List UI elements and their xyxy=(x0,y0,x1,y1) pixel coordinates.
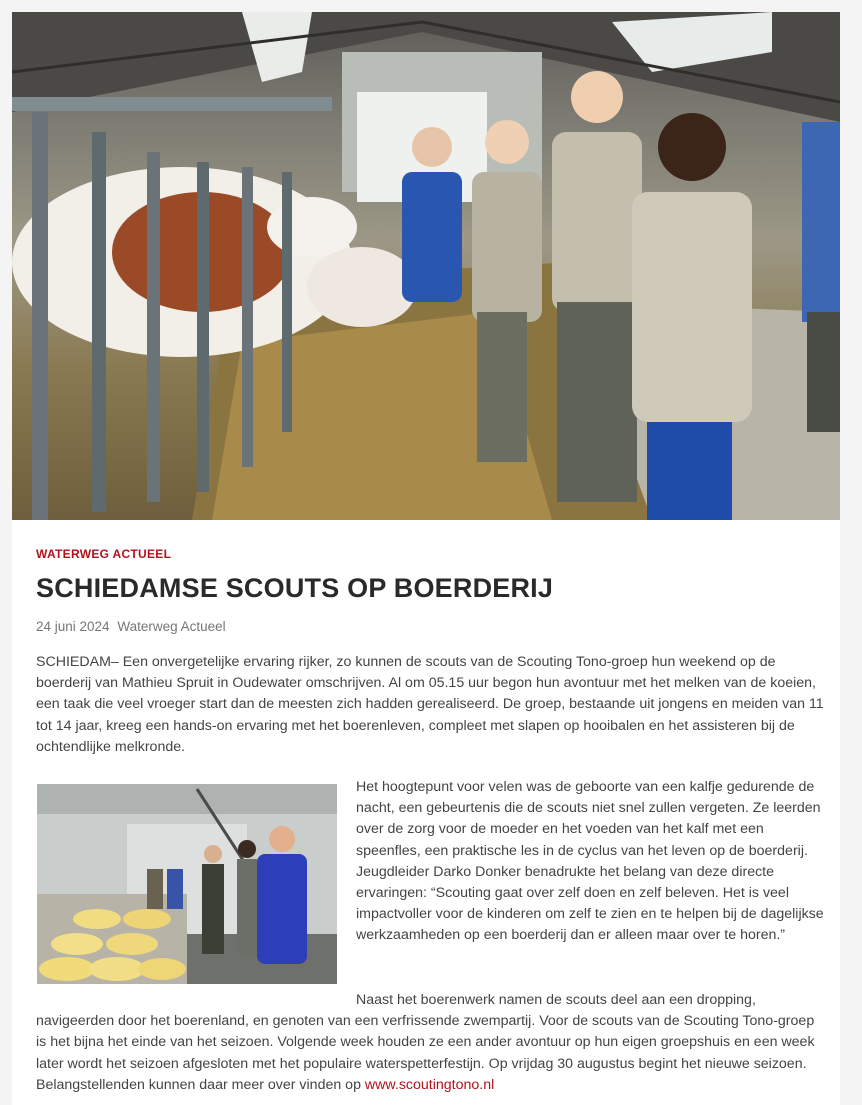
article-date: 24 juni 2024 xyxy=(36,619,110,634)
article-paragraph-1: SCHIEDAM– Een onvergetelijke ervaring rijker, zo kunnen de scouts van de Scouting Tono-groep hun weekend op de boerderij van Mathieu Spruit in Oudewater omschrijven. Al om 05.15 uur begon hun avontuur met het melken van de koeien, een taak die veel vroeger start dan de meesten zich hadden gerealiseerd. De groep, bestaande uit jongens en meiden van 11 tot 14 jaar, kreeg een hands-on ervaring met het boerenleven, compleet met slapen op hooibalen en het assisteren bij de ochtendlijke melkronde. xyxy=(36,654,824,755)
article-title: SCHIEDAMSE SCOUTS OP BOERDERIJ xyxy=(36,573,554,603)
hero-photo xyxy=(12,12,840,520)
scouting-website-link[interactable]: www.scoutingtono.nl xyxy=(364,1076,495,1093)
article-paragraph-2: Het hoogtepunt voor velen was de geboorte van een kalfje gedurende de nacht, een gebeurtenis die de scouts niet snel zullen vergeten. Ze leerden over de zorg voor de moeder en het voeden van het kalf met een speenfles, een praktische les in de cyclus van het leven op de boerderij. Jeugdleider Darko Donker benadrukte het belang van deze directe ervaringen: “Scouting gaat over zelf doen en zelf beleven. Het is veel impactvoller voor de kinderen om zelf te zien en te helpen bij de dagelijkse werkzaamheden op een boerderij dan er alleen maar over te horen.” xyxy=(356,779,824,944)
article-card xyxy=(12,12,840,1105)
article-paragraph-3-text: Naast het boerenwerk namen de scouts deel aan een dropping, navigeerden door het boerenland, en genoten van een verfrissende zwempartij. Voor de scouts van de Scouting Tono-groep is het bijna het einde van het seizoen. Volgende week houden ze een ander avontuur op hun eigen groepshuis en een week later wordt het seizoen afgesloten met het populaire waterspetterfestijn. Op vrijdag 30 augustus begint het nieuwe seizoen. Belangstellenden kunnen daar meer over vinden op xyxy=(36,992,815,1093)
inline-photo xyxy=(37,784,337,984)
article-author[interactable]: Waterweg Actueel xyxy=(117,619,226,634)
article-meta xyxy=(36,619,226,634)
article-category[interactable]: WATERWEG ACTUEEL xyxy=(36,547,172,561)
article-paragraph-3 xyxy=(36,990,828,1096)
